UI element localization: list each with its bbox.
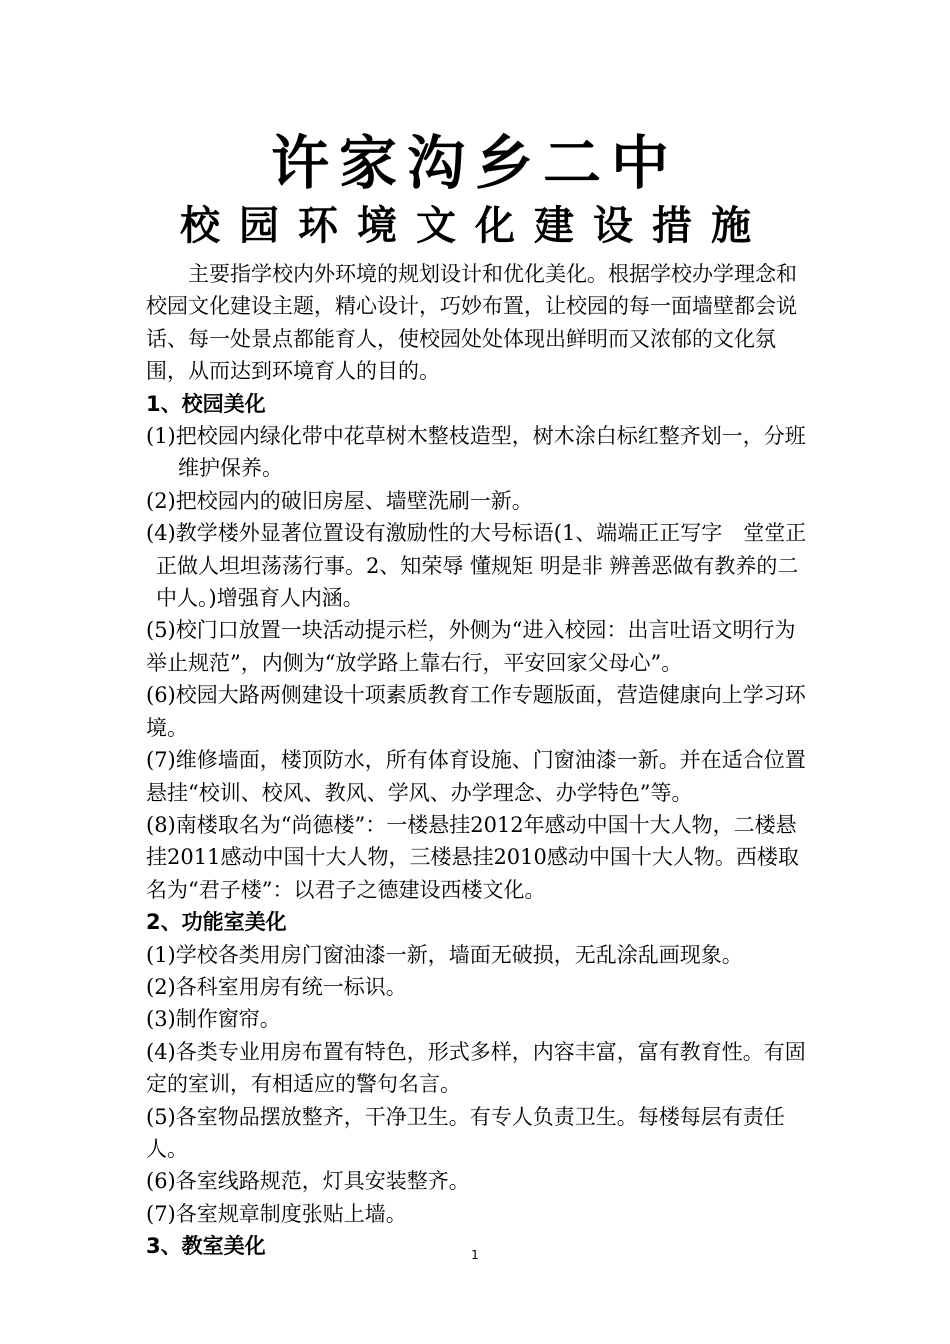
list-item: (5)校门口放置一块活动提示栏，外侧为“进入校园：出言吐语文明行为举止规范”，内侧为“放学路上靠右行，平安回家父母心”。 [146, 618, 796, 675]
list-item: (5)各室物品摆放整齐，干净卫生。有专人负责卫生。每楼每层有责任人。 [146, 1104, 785, 1161]
list-item: (7)各室规章制度张贴上墙。 [146, 1201, 407, 1226]
list-item: (2)把校园内的破旧房屋、墙壁洗刷一新。 [146, 488, 533, 513]
intro-paragraph: 主要指学校内外环境的规划设计和优化美化。根据学校办学理念和校园文化建设主题，精心设计，巧妙布置，让校园的每一面墙壁都会说话、每一处景点都能育人，使校园处处体现出鲜明而又浓郁的文化氛围，从而达到环境育人的目的。 [146, 262, 797, 384]
list-item: (3)制作窗帘。 [146, 1007, 281, 1032]
section-heading-campus: 1、校园美化 [146, 391, 266, 416]
list-item: (2)各科室用房有统一标识。 [146, 974, 407, 999]
list-item: (7)维修墙面，楼顶防水，所有体育设施、门窗油漆一新。并在适合位置悬挂“校训、校风、教风、学风、办学理念、办学特色”等。 [146, 748, 806, 805]
list-item: (6)校园大路两侧建设十项素质教育工作专题版面，营造健康向上学习环境。 [146, 683, 806, 740]
page-number: 1 [471, 1248, 479, 1262]
section-heading-classroom: 3、教室美化 [146, 1234, 266, 1259]
list-item: (4)各类专业用房布置有特色，形式多样，内容丰富，富有教育性。有固定的室训，有相适应的警句名言。 [146, 1039, 806, 1097]
list-item: (1)把校园内绿化带中花草树木整枝造型，树木涂白标红整齐划一，分班维护保养。 [146, 424, 806, 481]
list-item: (6)各室线路规范，灯具安装整齐。 [146, 1169, 470, 1194]
document-body [146, 258, 810, 1263]
document-title: 许家沟乡二中 [270, 129, 679, 197]
list-item: (8)南楼取名为“尚德楼”：一楼悬挂2012年感动中国十大人物，二楼悬挂2011感动中国十大人物，三楼悬挂2010感动中国十大人物。西楼取名为“君子楼”：以君子之德建设西楼文化。 [146, 812, 799, 902]
document-subtitle: 校园环境文化建设措施 [180, 203, 770, 249]
list-item: (4)教学楼外显著位置设有激励性的大号标语(1、端端正正写字 堂堂正正做人坦坦荡荡行事。2、知荣辱 懂规矩 明是非 辨善恶做有教养的二中人。)增强育人内涵。 [146, 521, 807, 611]
list-item: (1)学校各类用房门窗油漆一新，墙面无破损，无乱涂乱画现象。 [146, 942, 743, 967]
section-heading-function-rooms: 2、功能室美化 [146, 910, 287, 935]
